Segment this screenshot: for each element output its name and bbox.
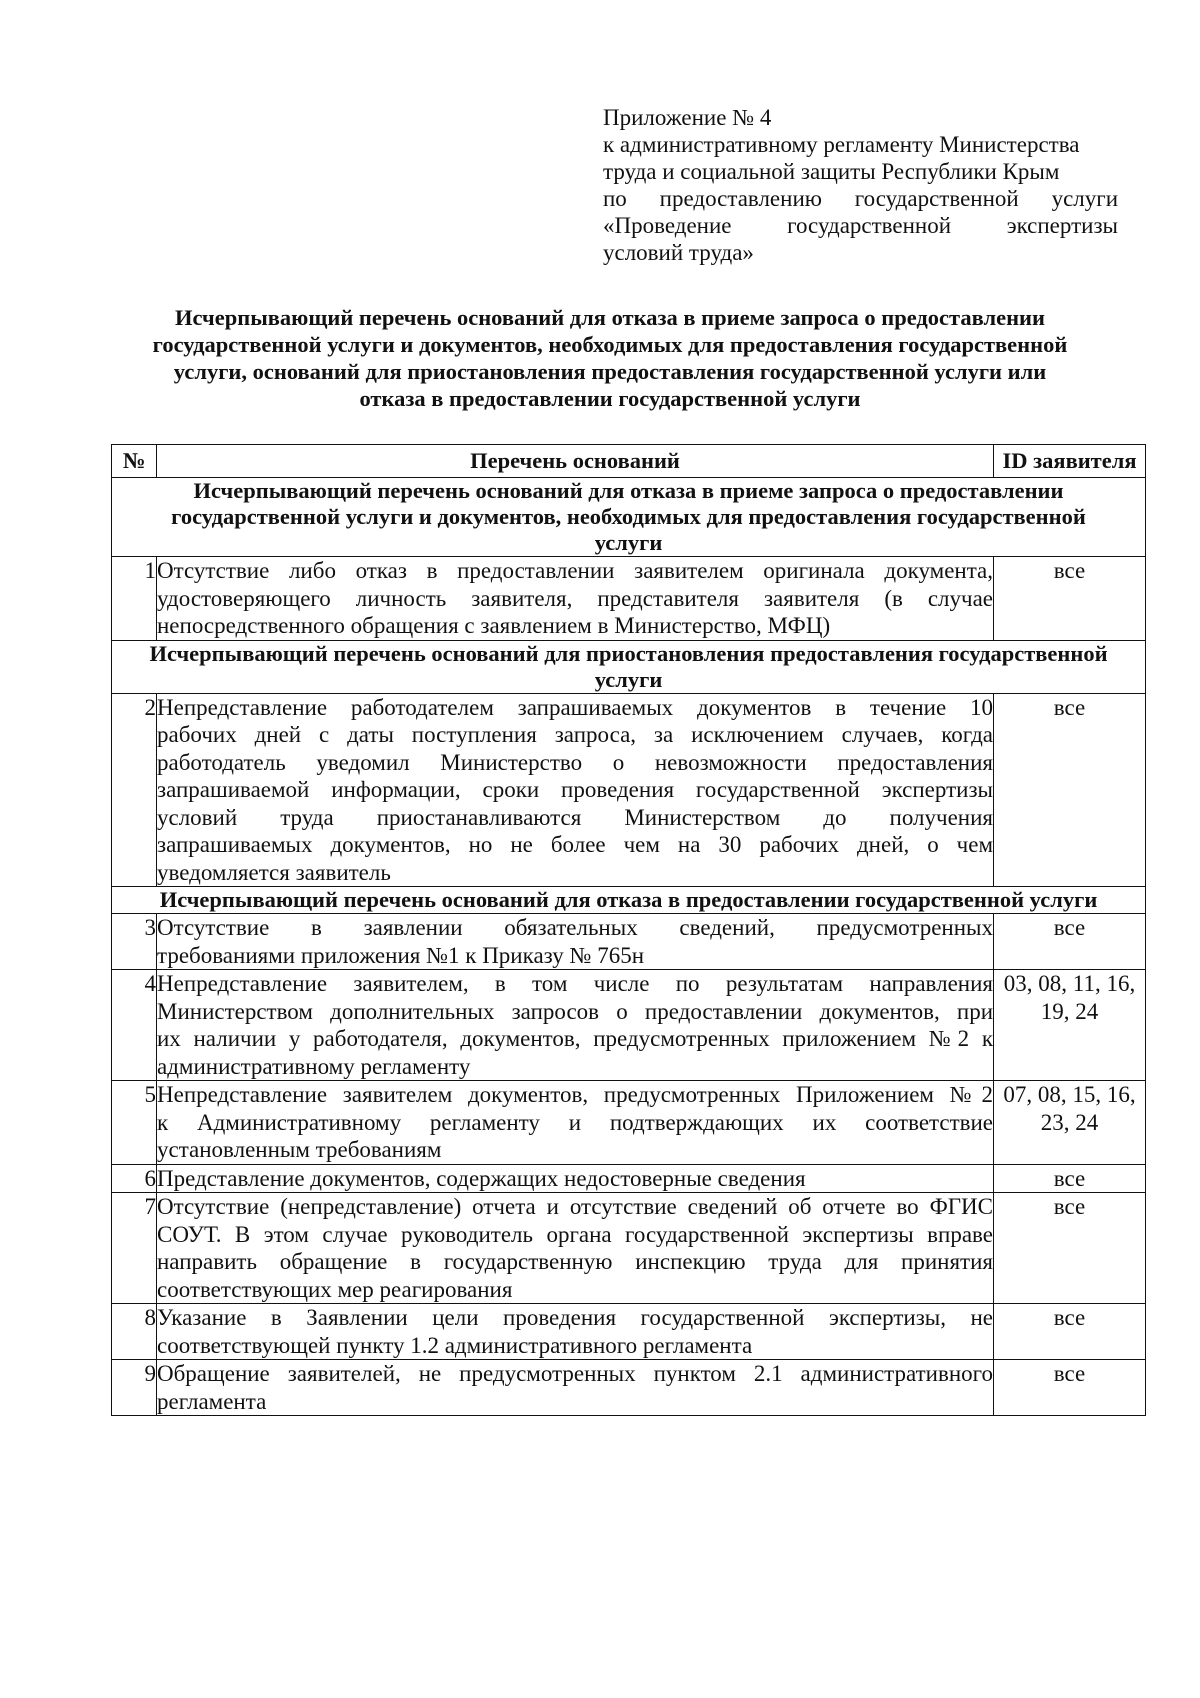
appendix-line: «Проведение государственной экспертизы: [603, 213, 1118, 238]
appendix-line: по предоставлению государственной услуги: [603, 186, 1118, 211]
grounds-table: [111, 444, 1146, 1416]
section-title-line: услуги: [594, 666, 663, 692]
ground-text-line: административному регламенту: [157, 1053, 471, 1079]
header-applicant-id: ID заявителя: [994, 445, 1146, 478]
appendix-reference: [603, 104, 1118, 266]
ground-text-line: Отсутствие либо отказ в предоставлении заявителем оригинала документа,: [157, 558, 993, 583]
ground-text-line: запрашиваемой информации, сроки проведения государственной экспертизы: [157, 777, 993, 802]
row-number: 7: [112, 1193, 157, 1304]
section-title: [112, 478, 1146, 557]
applicant-id-line: 03, 08, 11, 16,: [1003, 971, 1136, 996]
ground-text-line: установленным требованиям: [157, 1137, 442, 1162]
ground-text-line: Министерством дополнительных запросов о предоставлении документов, при: [157, 998, 993, 1024]
table-row: [112, 1193, 1146, 1304]
ground-text-line: Отсутствие (непредставление) отчета и отсутствие сведений об отчете во ФГИС: [157, 1194, 993, 1219]
row-applicant-id: [994, 1360, 1146, 1416]
row-ground-text: [157, 1193, 994, 1304]
row-ground-text: [157, 970, 994, 1081]
row-ground-text: [157, 1164, 994, 1193]
row-number: 8: [112, 1304, 157, 1360]
header-num: №: [112, 445, 157, 478]
applicant-id-line: 19, 24: [1040, 998, 1099, 1024]
ground-text-line: уведомляется заявитель: [157, 859, 391, 885]
section-title-line: Исчерпывающий перечень оснований для отказа в приеме запроса о предоставлении: [193, 478, 1064, 503]
row-applicant-id: [994, 970, 1146, 1081]
table-row: [112, 557, 1146, 641]
ground-text-line: соответствующей пункту 1.2 административного регламента: [157, 1332, 753, 1358]
ground-text-line: Обращение заявителей, не предусмотренных пунктом 2.1 административного: [157, 1361, 993, 1386]
row-applicant-id: [994, 557, 1146, 641]
row-applicant-id: [994, 693, 1146, 887]
section-title-line: Исчерпывающий перечень оснований для приостановления предоставления государственной: [149, 640, 1108, 666]
ground-text-line: к Административному регламенту и подтверждающих их соответствие: [157, 1109, 993, 1135]
section-row: [112, 478, 1146, 557]
applicant-id-line: все: [1053, 694, 1086, 720]
section-title: [112, 887, 1146, 914]
ground-text-line: Отсутствие в заявлении обязательных сведений, предусмотренных: [157, 915, 993, 940]
applicant-id-line: все: [1053, 1305, 1086, 1330]
document-title: [90, 304, 1130, 412]
row-number: 1: [112, 557, 157, 641]
row-number: 2: [112, 693, 157, 887]
row-ground-text: [157, 1304, 994, 1360]
row-applicant-id: [994, 1304, 1146, 1360]
appendix-line: условий труда»: [603, 240, 754, 265]
title-line: услуги, оснований для приостановления предоставления государственной услуги или: [173, 359, 1047, 384]
table-row: [112, 970, 1146, 1081]
table-row: [112, 1164, 1146, 1193]
row-number: 3: [112, 914, 157, 970]
row-number: 4: [112, 970, 157, 1081]
ground-text-line: Представление документов, содержащих недостоверные сведения: [157, 1165, 806, 1191]
section-title-line: Исчерпывающий перечень оснований для отказа в предоставлении государственной услуги: [159, 887, 1098, 912]
ground-text-line: Непредставление заявителем документов, предусмотренных Приложением №2: [157, 1082, 993, 1107]
applicant-id-line: все: [1053, 1361, 1086, 1386]
ground-text-line: регламента: [157, 1388, 267, 1414]
applicant-id-line: 07, 08, 15, 16,: [1003, 1082, 1136, 1107]
section-title-line: государственной услуги и документов, необходимых для предоставления государственной: [171, 504, 1086, 529]
ground-text-line: Указание в Заявлении цели проведения государственной экспертизы, не: [157, 1305, 993, 1330]
appendix-line: труда и социальной защиты Республики Крым: [603, 159, 1060, 184]
ground-text-line: рабочих дней с даты поступления запроса, за исключением случаев, когда: [157, 722, 993, 747]
row-applicant-id: [994, 1164, 1146, 1193]
row-number: 6: [112, 1164, 157, 1193]
ground-text-line: СОУТ. В этом случае руководитель органа государственной экспертизы вправе: [157, 1221, 993, 1247]
ground-text-line: удостоверяющего личность заявителя, представителя заявителя (в случае: [157, 585, 993, 611]
applicant-id-line: 23, 24: [1040, 1109, 1099, 1135]
title-line: государственной услуги и документов, необходимых для предоставления государственной: [152, 332, 1068, 357]
row-applicant-id: [994, 1193, 1146, 1304]
row-number: 5: [112, 1081, 157, 1165]
table-header-row: [112, 445, 1146, 478]
section-row: [112, 640, 1146, 693]
section-title-line: услуги: [594, 530, 663, 555]
section-title: [112, 640, 1146, 693]
title-line: Исчерпывающий перечень оснований для отказа в приеме запроса о предоставлении: [175, 305, 1045, 330]
ground-text-line: Непредставление заявителем, в том числе по результатам направления: [157, 971, 993, 996]
title-line: отказа в предоставлении государственной услуги: [359, 386, 861, 411]
ground-text-line: направить обращение в государственную инспекцию труда для принятия: [157, 1249, 993, 1274]
applicant-id-line: все: [1053, 1194, 1086, 1219]
applicant-id-line: все: [1053, 1165, 1086, 1191]
row-ground-text: [157, 1360, 994, 1416]
appendix-line: к административному регламенту Министерства: [603, 132, 1080, 157]
ground-text-line: условий труда приостанавливаются Министерством до получения: [157, 804, 993, 830]
ground-text-line: требованиями приложения №1 к Приказу № 765н: [157, 942, 645, 968]
applicant-id-line: все: [1053, 558, 1086, 583]
row-ground-text: [157, 557, 994, 641]
table-row: [112, 1081, 1146, 1165]
appendix-line: Приложение № 4: [603, 105, 772, 130]
header-grounds: Перечень оснований: [157, 445, 994, 478]
ground-text-line: работодатель уведомил Министерство о невозможности предоставления: [157, 749, 993, 775]
row-ground-text: [157, 693, 994, 887]
ground-text-line: Непредставление работодателем запрашиваемых документов в течение 10: [157, 694, 993, 720]
row-ground-text: [157, 1081, 994, 1165]
section-row: [112, 887, 1146, 914]
applicant-id-line: все: [1053, 915, 1086, 940]
ground-text-line: непосредственного обращения с заявлением в Министерство, МФЦ): [157, 613, 831, 638]
ground-text-line: соответствующих мер реагирования: [157, 1276, 513, 1302]
row-ground-text: [157, 914, 994, 970]
row-applicant-id: [994, 1081, 1146, 1165]
ground-text-line: их наличии у работодателя, документов, предусмотренных приложением №2 к: [157, 1026, 993, 1051]
row-applicant-id: [994, 914, 1146, 970]
table-row: [112, 1304, 1146, 1360]
table-row: [112, 1360, 1146, 1416]
table-row: [112, 914, 1146, 970]
table-row: [112, 693, 1146, 887]
row-number: 9: [112, 1360, 157, 1416]
ground-text-line: запрашиваемых документов, но не более чем на 30 рабочих дней, о чем: [157, 832, 993, 857]
table-body: [112, 478, 1146, 1416]
